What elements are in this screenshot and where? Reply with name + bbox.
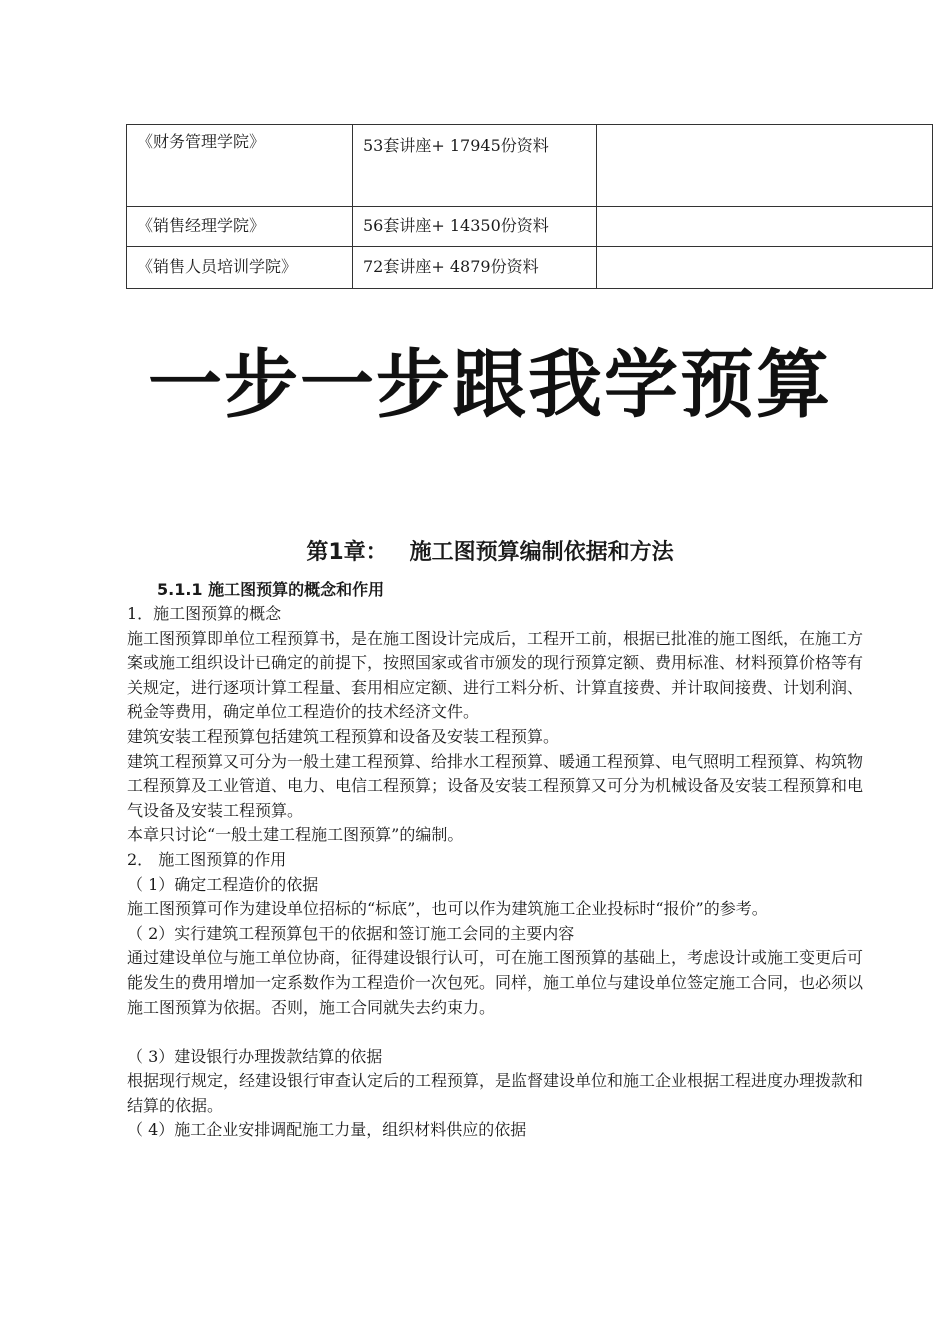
course-extra-cell [597, 207, 933, 247]
course-table [126, 124, 933, 289]
blank-line [127, 1020, 867, 1045]
document-title: 一步一步跟我学预算 [148, 342, 832, 428]
paragraph: （ 4）施工企业安排调配施工力量，组织材料供应的依据 [127, 1120, 527, 1140]
paragraph: 通过建设单位与施工单位协商，征得建设银行认可，可在施工图预算的基础上，考虑设计或施工变更后可能发生的费用增加一定系数作为工程造价一次包死。同样，施工单位与建设单位签定施工合同，也必须以施工图预算为依据。否则，施工合同就失去约束力。 [127, 948, 864, 1017]
body-text [127, 602, 867, 1143]
course-name-cell: 《财务管理学院》 [127, 125, 353, 207]
paragraph: 施工图预算可作为建设单位招标的“标底”，也可以作为建筑施工企业投标时“报价”的参考。 [127, 899, 768, 919]
chapter-heading [0, 536, 950, 570]
table-row [127, 247, 933, 289]
paragraph: 建筑工程预算又可分为一般土建工程预算、给排水工程预算、暖通工程预算、电气照明工程预算、构筑物工程预算及工业管道、电力、电信工程预算；设备及安装工程预算又可分为机械设备及安装工程预算和电气设备及安装工程预算。 [127, 751, 864, 820]
course-name-cell: 《销售人员培训学院》 [127, 247, 353, 289]
course-content-cell: 53套讲座+ 17945份资料 [353, 125, 597, 207]
course-content-cell: 56套讲座+ 14350份资料 [353, 207, 597, 247]
course-content-cell: 72套讲座+ 4879份资料 [353, 247, 597, 289]
paragraph: 建筑安装工程预算包括建筑工程预算和设备及安装工程预算。 [127, 726, 560, 746]
chapter-text: 施工图预算编制依据和方法 [409, 540, 674, 565]
table-row [127, 207, 933, 247]
course-extra-cell [597, 247, 933, 289]
paragraph: 2． 施工图预算的作用 [127, 849, 287, 869]
paragraph: 1．施工图预算的概念 [127, 604, 282, 623]
paragraph: 根据现行规定，经建设银行审查认定后的工程预算，是监督建设单位和施工企业根据工程进度办理拨款和结算的依据。 [127, 1071, 864, 1115]
paragraph: （ 2）实行建筑工程预算包干的依据和签订施工会同的主要内容 [127, 923, 575, 943]
section-heading: 5.1.1 施工图预算的概念和作用 [157, 580, 385, 599]
paragraph: 本章只讨论“一般土建工程施工图预算”的编制。 [127, 825, 464, 845]
paragraph: 施工图预算即单位工程预算书，是在施工图设计完成后，工程开工前，根据已批准的施工图纸，在施工方案或施工组织设计已确定的前提下，按照国家或省市颁发的现行预算定额、费用标准、材料预算价格等有关规定，进行逐项计算工程量、套用相应定额、进行工料分析、计算直接费、并计取间接费、计划利润、税金等费用，确定单位工程造价的技术经济文件。 [127, 628, 864, 722]
chapter-label: 第1章： [306, 540, 388, 565]
course-name-cell: 《销售经理学院》 [127, 207, 353, 247]
table-row [127, 125, 933, 207]
course-extra-cell [597, 125, 933, 207]
paragraph: （ 3）建设银行办理拨款结算的依据 [127, 1046, 383, 1066]
paragraph: （ 1）确定工程造价的依据 [127, 874, 319, 894]
